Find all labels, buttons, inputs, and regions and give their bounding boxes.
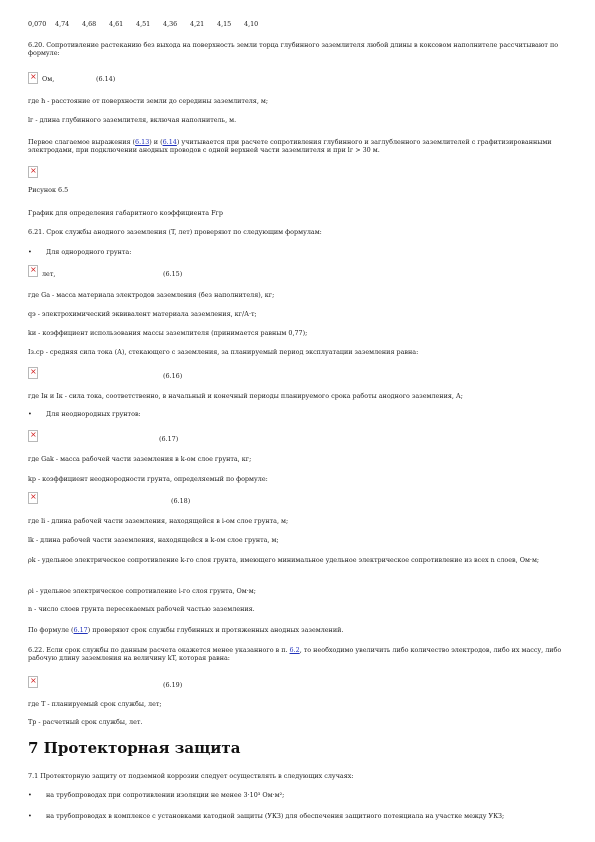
paragraph-6-22 bbox=[28, 646, 573, 662]
broken-image-icon bbox=[28, 72, 38, 84]
figure-caption: Рисунок 6.5 bbox=[28, 186, 69, 194]
broken-image-icon bbox=[28, 492, 38, 504]
bullet-marker: • bbox=[28, 812, 32, 820]
definition-gak: где Gаk - масса рабочей части заземления в k-ом слое грунта, кг; bbox=[28, 455, 252, 463]
bullet-marker: • bbox=[28, 791, 32, 799]
table-cell: 4,21 bbox=[190, 20, 205, 28]
definition-n: n - число слоев грунта пересекаемых рабочей частью заземления. bbox=[28, 605, 255, 613]
broken-image-icon bbox=[28, 166, 38, 178]
table-cell: 4,51 bbox=[136, 20, 151, 28]
definition-rho-i: ρi - удельное электрическое сопротивление i-го слоя грунта, Ом·м; bbox=[28, 587, 256, 595]
definition-ga: где Gа - масса материала электродов заземления (без наполнителя), кг; bbox=[28, 291, 275, 299]
table-cell: 4,10 bbox=[244, 20, 259, 28]
definition-qe: qэ - электрохимический эквивалент материала заземления, кг/А·т; bbox=[28, 310, 257, 318]
broken-image-icon bbox=[28, 367, 38, 379]
table-cell: 4,68 bbox=[82, 20, 97, 28]
equation-number: (6.19) bbox=[163, 681, 183, 689]
definition-h: где h - расстояние от поверхности земли до середины заземлителя, м; bbox=[28, 97, 269, 105]
text-run: Первое слагаемое выражения ( bbox=[28, 138, 136, 146]
paragraph-6-21: 6.21. Срок службы анодного заземления (T, лет) проверяют по следующим формулам: bbox=[28, 228, 322, 236]
text-run: ) учитывается при расчете сопротивления глубинного и заглубленного заземлителей с графитизированными электродами, при подключении анодных проводов с одной верхней части заземлителя и при lг > 30 м. bbox=[28, 138, 552, 154]
formula-link-6-14[interactable]: 6.14 bbox=[162, 138, 177, 146]
equation-number: (6.18) bbox=[171, 497, 191, 505]
paragraph-6-20: 6.20. Сопротивление растеканию без выхода на поверхность земли торца глубинного заземлителя любой длины в коксовом наполнителе рассчитывают по формуле: bbox=[28, 41, 559, 57]
broken-image-icon bbox=[28, 430, 38, 442]
equation-number: (6.16) bbox=[163, 372, 183, 380]
bullet-text: на трубопроводах при сопротивлении изоляции не менее 3·10³ Ом·м²; bbox=[46, 791, 285, 799]
definition-lg: lг - длина глубинного заземлителя, включая наполнитель, м. bbox=[28, 116, 237, 124]
text-run: , то необходимо увеличить либо количество электродов, либо их массу, либо рабочую длину заземления на величину kT, которая равна: bbox=[28, 646, 562, 662]
table-row bbox=[28, 20, 271, 28]
bullet-text: на трубопроводах в комплексе с установками катодной защиты (УКЗ) для обеспечения защитного потенциала на участке между УКЗ; bbox=[46, 812, 505, 820]
equation-number: (6.17) bbox=[159, 435, 179, 443]
section-heading: 7 Протекторная защита bbox=[28, 739, 241, 757]
equation-unit: лет, bbox=[42, 270, 56, 278]
bullet-marker: • bbox=[28, 248, 32, 256]
paragraph-7-1: 7.1 Протекторную защиту от подземной коррозии следует осуществлять в следующих случаях: bbox=[28, 772, 354, 780]
broken-image-icon bbox=[28, 676, 38, 688]
paragraph-terms bbox=[28, 138, 573, 154]
formula-link-6-17[interactable]: 6.17 bbox=[73, 626, 88, 634]
definition-in-ik: где Iн и Iк - сила тока, соответственно, в начальный и конечный периоды планируемого срока работы анодного заземления, А; bbox=[28, 392, 463, 400]
bullet-text: Для неоднородных грунтов: bbox=[46, 410, 141, 418]
bullet-marker: • bbox=[28, 410, 32, 418]
table-cell: 4,36 bbox=[163, 20, 178, 28]
text-run: По формуле ( bbox=[28, 626, 74, 634]
paragraph-check bbox=[28, 626, 343, 634]
definition-lk: lk - длина рабочей части заземления, находящейся в k-ом слое грунта, м; bbox=[28, 536, 279, 544]
table-cell: 0,070 bbox=[28, 20, 47, 28]
definition-icp: Iз.ср - средняя сила тока (А), стекающего с заземления, за планируемый период эксплуатации заземления равна: bbox=[28, 348, 419, 356]
text-run: ) проверяют срок службы глубинных и протяженных анодных заземлений. bbox=[87, 626, 344, 634]
definition-li: где li - длина рабочей части заземления, находящейся в i-ом слое грунта, м; bbox=[28, 517, 289, 525]
clause-link-6-2[interactable]: 6.2 bbox=[289, 646, 300, 654]
definition-kr: kр - коэффициент неоднородности грунта, определяемый по формуле: bbox=[28, 475, 268, 483]
text-run: ) и ( bbox=[149, 138, 163, 146]
bullet-text: Для однородного грунта: bbox=[46, 248, 132, 256]
definition-tp: Tр - расчетный срок службы, лет. bbox=[28, 718, 143, 726]
equation-unit: Ом, bbox=[42, 75, 55, 83]
figure-title: График для определения габаритного коэффициента Fгр bbox=[28, 209, 223, 217]
definition-ki: kи - коэффициент использования массы заземлителя (принимается равным 0,77); bbox=[28, 329, 308, 337]
equation-number: (6.15) bbox=[163, 270, 183, 278]
definition-rho-k: ρk - удельное электрическое сопротивление k-го слоя грунта, имеющего минимальное удельное электрическое сопротивление из всех n слоев, Ом·м; bbox=[28, 556, 540, 564]
table-cell: 4,61 bbox=[109, 20, 124, 28]
text-run: 6.22. Если срок службы по данным расчета окажется менее указанного в п. bbox=[28, 646, 290, 654]
table-cell: 4,15 bbox=[217, 20, 232, 28]
equation-number: (6.14) bbox=[96, 75, 116, 83]
definition-t: где T - планируемый срок службы, лет; bbox=[28, 700, 162, 708]
formula-link-6-13[interactable]: 6.13 bbox=[135, 138, 150, 146]
table-cell: 4,74 bbox=[55, 20, 70, 28]
broken-image-icon bbox=[28, 265, 38, 277]
